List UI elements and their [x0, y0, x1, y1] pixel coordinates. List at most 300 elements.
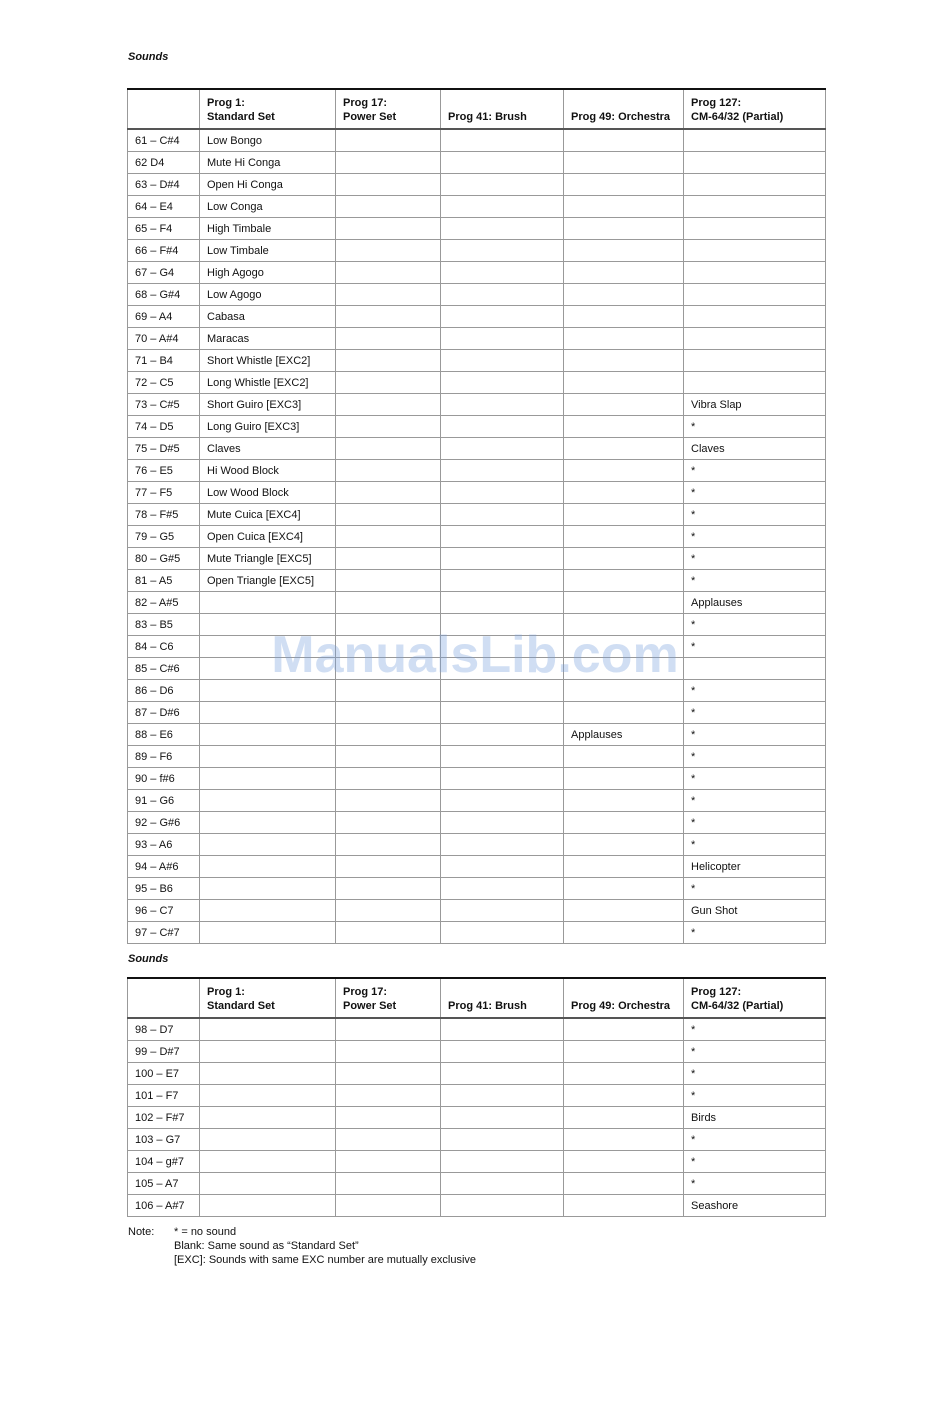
- sound-cell: [564, 878, 684, 900]
- sound-cell: [564, 548, 684, 570]
- note-key-cell: 86 – D6: [128, 680, 200, 702]
- sound-cell: [200, 856, 336, 878]
- note-key-cell: 101 – F7: [128, 1085, 200, 1107]
- sound-cell: [564, 790, 684, 812]
- sound-cell: [684, 152, 826, 174]
- table-row: [128, 438, 826, 460]
- sound-cell: [564, 394, 684, 416]
- sound-cell: [441, 1129, 564, 1151]
- table-row: [128, 460, 826, 482]
- note-key-cell: 90 – f#6: [128, 768, 200, 790]
- sound-cell: [200, 768, 336, 790]
- sound-cell: [441, 218, 564, 240]
- table-row: [128, 658, 826, 680]
- sound-cell: [564, 416, 684, 438]
- sound-cell: [441, 922, 564, 944]
- sound-cell: [564, 1173, 684, 1195]
- sound-cell: [336, 1173, 441, 1195]
- sound-cell: *: [684, 1173, 826, 1195]
- table-row: [128, 1063, 826, 1085]
- note-key-cell: 62 D4: [128, 152, 200, 174]
- sound-cell: [336, 372, 441, 394]
- sound-cell: [441, 878, 564, 900]
- table-row: [128, 1107, 826, 1129]
- sound-cell: Low Agogo: [200, 284, 336, 306]
- sound-cell: [336, 746, 441, 768]
- sound-cell: Applauses: [564, 724, 684, 746]
- sound-cell: [336, 218, 441, 240]
- sound-cell: Open Hi Conga: [200, 174, 336, 196]
- table-row: [128, 680, 826, 702]
- note-key-cell: 72 – C5: [128, 372, 200, 394]
- sound-cell: *: [684, 614, 826, 636]
- note-key-cell: 71 – B4: [128, 350, 200, 372]
- sound-cell: [200, 636, 336, 658]
- sound-cell: [441, 1107, 564, 1129]
- sound-cell: [684, 218, 826, 240]
- sound-cell: *: [684, 746, 826, 768]
- sound-cell: [564, 1195, 684, 1217]
- table-header-row: [128, 978, 826, 1018]
- sound-cell: [684, 372, 826, 394]
- sound-cell: *: [684, 922, 826, 944]
- sound-cell: [200, 1129, 336, 1151]
- note-key-cell: 88 – E6: [128, 724, 200, 746]
- note-key-cell: 77 – F5: [128, 482, 200, 504]
- sound-cell: [564, 372, 684, 394]
- sound-cell: [441, 1018, 564, 1041]
- sound-cell: [684, 328, 826, 350]
- sound-cell: [200, 1107, 336, 1129]
- note-key-cell: 64 – E4: [128, 196, 200, 218]
- sound-cell: [564, 284, 684, 306]
- sound-cell: [200, 900, 336, 922]
- sound-cell: [200, 724, 336, 746]
- sound-cell: [441, 680, 564, 702]
- sound-cell: Mute Triangle [EXC5]: [200, 548, 336, 570]
- sound-cell: Helicopter: [684, 856, 826, 878]
- sound-cell: [441, 306, 564, 328]
- sound-cell: [441, 460, 564, 482]
- sound-cell: [441, 790, 564, 812]
- sound-cell: *: [684, 680, 826, 702]
- sound-cell: Low Wood Block: [200, 482, 336, 504]
- sound-cell: Long Whistle [EXC2]: [200, 372, 336, 394]
- table-row: [128, 152, 826, 174]
- table-row: [128, 1195, 826, 1217]
- sound-cell: [564, 1151, 684, 1173]
- sound-cell: *: [684, 1063, 826, 1085]
- sound-cell: [564, 636, 684, 658]
- note-key-cell: 79 – G5: [128, 526, 200, 548]
- sound-cell: *: [684, 1085, 826, 1107]
- sound-cell: [441, 1151, 564, 1173]
- table-row: [128, 1018, 826, 1041]
- sound-cell: [336, 394, 441, 416]
- table-row: [128, 1173, 826, 1195]
- sound-cell: [564, 1041, 684, 1063]
- table-row: [128, 482, 826, 504]
- table-row: [128, 526, 826, 548]
- table-row: [128, 746, 826, 768]
- sound-cell: [441, 284, 564, 306]
- sound-cell: High Agogo: [200, 262, 336, 284]
- sound-cell: [336, 922, 441, 944]
- sound-cell: *: [684, 1041, 826, 1063]
- sound-cell: [441, 1063, 564, 1085]
- sound-cell: [336, 1018, 441, 1041]
- sound-cell: Applauses: [684, 592, 826, 614]
- table-header-row: [128, 89, 826, 129]
- sound-cell: [441, 482, 564, 504]
- sound-cell: [564, 900, 684, 922]
- sound-cell: [200, 1195, 336, 1217]
- sound-cell: *: [684, 1018, 826, 1041]
- sound-cell: [336, 1151, 441, 1173]
- sound-cell: *: [684, 768, 826, 790]
- sound-cell: [336, 768, 441, 790]
- sound-cell: [441, 658, 564, 680]
- sound-cell: [564, 834, 684, 856]
- note-key-cell: 92 – G#6: [128, 812, 200, 834]
- sound-cell: [441, 526, 564, 548]
- sound-cell: Maracas: [200, 328, 336, 350]
- sound-cell: [564, 1107, 684, 1129]
- sound-cell: [441, 350, 564, 372]
- sound-cell: [564, 922, 684, 944]
- sound-cell: [200, 1085, 336, 1107]
- table-row: [128, 570, 826, 592]
- sound-cell: Open Cuica [EXC4]: [200, 526, 336, 548]
- sound-cell: [564, 1063, 684, 1085]
- sound-cell: [684, 196, 826, 218]
- table-row: [128, 218, 826, 240]
- note-key-cell: 102 – F#7: [128, 1107, 200, 1129]
- sound-cell: [564, 1129, 684, 1151]
- sound-cell: [564, 614, 684, 636]
- note-key-cell: 100 – E7: [128, 1063, 200, 1085]
- sound-cell: [336, 1129, 441, 1151]
- sound-cell: Mute Cuica [EXC4]: [200, 504, 336, 526]
- sound-cell: *: [684, 1129, 826, 1151]
- sound-cell: [200, 680, 336, 702]
- sound-cell: [336, 438, 441, 460]
- note-key-cell: 68 – G#4: [128, 284, 200, 306]
- sound-cell: [336, 328, 441, 350]
- sound-cell: [441, 262, 564, 284]
- sound-cell: [200, 702, 336, 724]
- sound-cell: [564, 129, 684, 152]
- table-row: [128, 900, 826, 922]
- sound-cell: [336, 548, 441, 570]
- note-key-cell: 93 – A6: [128, 834, 200, 856]
- sound-cell: *: [684, 1151, 826, 1173]
- note-key-cell: 106 – A#7: [128, 1195, 200, 1217]
- sound-cell: Claves: [684, 438, 826, 460]
- column-header-3: Prog 41: Brush: [441, 978, 564, 1018]
- sound-cell: Open Triangle [EXC5]: [200, 570, 336, 592]
- sound-cell: [200, 746, 336, 768]
- sound-cell: *: [684, 548, 826, 570]
- sound-cell: [564, 262, 684, 284]
- table-row: [128, 372, 826, 394]
- sound-cell: [684, 174, 826, 196]
- sound-cell: Low Conga: [200, 196, 336, 218]
- sound-cell: [441, 812, 564, 834]
- note-key-cell: 76 – E5: [128, 460, 200, 482]
- sound-cell: [336, 1085, 441, 1107]
- note-key-cell: 83 – B5: [128, 614, 200, 636]
- sound-cell: *: [684, 482, 826, 504]
- table-row: [128, 878, 826, 900]
- sound-cell: [336, 1195, 441, 1217]
- sound-cell: [336, 1041, 441, 1063]
- column-header-5: Prog 127: CM-64/32 (Partial): [684, 89, 826, 129]
- column-header-2: Prog 17: Power Set: [336, 978, 441, 1018]
- sound-cell: Long Guiro [EXC3]: [200, 416, 336, 438]
- note-key-cell: 65 – F4: [128, 218, 200, 240]
- table-row: [128, 328, 826, 350]
- sound-cell: [441, 372, 564, 394]
- sound-cell: [564, 856, 684, 878]
- note-key-cell: 67 – G4: [128, 262, 200, 284]
- sound-cell: [336, 790, 441, 812]
- note-key-cell: 98 – D7: [128, 1018, 200, 1041]
- sound-cell: [200, 790, 336, 812]
- drum-sound-table-1: [127, 88, 826, 944]
- sound-cell: *: [684, 724, 826, 746]
- sound-cell: [200, 878, 336, 900]
- table-row: [128, 129, 826, 152]
- table-row: [128, 262, 826, 284]
- sound-cell: Low Bongo: [200, 129, 336, 152]
- sound-cell: [336, 812, 441, 834]
- footnote-line-blank: Blank: Same sound as “Standard Set”: [174, 1240, 359, 1252]
- sound-cell: [564, 812, 684, 834]
- column-header-1: Prog 1: Standard Set: [200, 978, 336, 1018]
- sound-cell: [200, 834, 336, 856]
- sound-cell: [564, 306, 684, 328]
- sound-cell: [441, 636, 564, 658]
- sound-cell: [684, 658, 826, 680]
- sound-cell: [336, 900, 441, 922]
- column-header-4: Prog 49: Orchestra: [564, 978, 684, 1018]
- sound-cell: [564, 196, 684, 218]
- sound-cell: Gun Shot: [684, 900, 826, 922]
- footnote-line-no-sound: * = no sound: [174, 1226, 237, 1238]
- sound-cell: [336, 1063, 441, 1085]
- table-row: [128, 306, 826, 328]
- note-key-cell: 105 – A7: [128, 1173, 200, 1195]
- sound-cell: [336, 262, 441, 284]
- sound-cell: [441, 900, 564, 922]
- sound-cell: [564, 746, 684, 768]
- sound-cell: [200, 1063, 336, 1085]
- sound-cell: [200, 812, 336, 834]
- sound-cell: [336, 482, 441, 504]
- sound-cell: [336, 702, 441, 724]
- sound-cell: Hi Wood Block: [200, 460, 336, 482]
- sound-cell: *: [684, 790, 826, 812]
- sound-cell: [564, 702, 684, 724]
- sound-cell: Seashore: [684, 1195, 826, 1217]
- note-key-cell: 66 – F#4: [128, 240, 200, 262]
- table-row: [128, 504, 826, 526]
- sound-cell: [441, 394, 564, 416]
- sound-cell: *: [684, 702, 826, 724]
- sound-cell: [336, 636, 441, 658]
- section-title-1: Sounds: [128, 51, 169, 63]
- sound-cell: Short Guiro [EXC3]: [200, 394, 336, 416]
- sound-cell: [564, 328, 684, 350]
- sound-cell: [441, 614, 564, 636]
- sound-cell: [200, 614, 336, 636]
- sound-cell: [441, 1173, 564, 1195]
- footnote-label: Note:: [128, 1226, 155, 1238]
- watermark: ManualsLib.com: [271, 626, 679, 684]
- sound-cell: [441, 240, 564, 262]
- sound-cell: *: [684, 878, 826, 900]
- sound-cell: [684, 306, 826, 328]
- sound-cell: [336, 834, 441, 856]
- note-key-cell: 74 – D5: [128, 416, 200, 438]
- sound-cell: [200, 922, 336, 944]
- sound-cell: [564, 152, 684, 174]
- sound-cell: [441, 1195, 564, 1217]
- sound-cell: [336, 174, 441, 196]
- sound-cell: [441, 129, 564, 152]
- note-key-cell: 82 – A#5: [128, 592, 200, 614]
- table-row: [128, 196, 826, 218]
- note-key-cell: 81 – A5: [128, 570, 200, 592]
- drum-sound-table-2: [127, 977, 826, 1217]
- sound-cell: [336, 306, 441, 328]
- section-title-2: Sounds: [128, 953, 169, 965]
- column-header-5: Prog 127: CM-64/32 (Partial): [684, 978, 826, 1018]
- note-key-cell: 69 – A4: [128, 306, 200, 328]
- sound-cell: [336, 196, 441, 218]
- sound-cell: [336, 856, 441, 878]
- sound-cell: [564, 174, 684, 196]
- table-row: [128, 1041, 826, 1063]
- sound-cell: [441, 592, 564, 614]
- sound-cell: [336, 878, 441, 900]
- table-row: [128, 790, 826, 812]
- note-key-cell: 95 – B6: [128, 878, 200, 900]
- table-row: [128, 1151, 826, 1173]
- note-key-cell: 63 – D#4: [128, 174, 200, 196]
- sound-cell: [684, 350, 826, 372]
- sound-cell: [336, 460, 441, 482]
- sound-cell: [441, 834, 564, 856]
- sound-cell: [441, 438, 564, 460]
- note-key-cell: 104 – g#7: [128, 1151, 200, 1173]
- table-row: [128, 614, 826, 636]
- sound-cell: [441, 746, 564, 768]
- table-row: [128, 548, 826, 570]
- sound-cell: [336, 504, 441, 526]
- table-row: [128, 812, 826, 834]
- table-row: [128, 724, 826, 746]
- sound-cell: [684, 129, 826, 152]
- sound-cell: [336, 416, 441, 438]
- sound-cell: [564, 482, 684, 504]
- column-header-1: Prog 1: Standard Set: [200, 89, 336, 129]
- table-row: [128, 636, 826, 658]
- table-row: [128, 702, 826, 724]
- sound-cell: [564, 460, 684, 482]
- sound-cell: [336, 152, 441, 174]
- note-key-cell: 70 – A#4: [128, 328, 200, 350]
- sound-cell: [441, 856, 564, 878]
- sound-cell: [441, 702, 564, 724]
- note-key-cell: 85 – C#6: [128, 658, 200, 680]
- sound-cell: [200, 1018, 336, 1041]
- sound-cell: [441, 416, 564, 438]
- sound-cell: [684, 284, 826, 306]
- table-row: [128, 1085, 826, 1107]
- sound-cell: *: [684, 812, 826, 834]
- sound-cell: [441, 174, 564, 196]
- sound-cell: [336, 658, 441, 680]
- sound-cell: Vibra Slap: [684, 394, 826, 416]
- footnote-line-exc: [EXC]: Sounds with same EXC number are mutually exclusive: [174, 1254, 477, 1266]
- table-row: [128, 768, 826, 790]
- table-row: [128, 922, 826, 944]
- sound-cell: [336, 680, 441, 702]
- sound-cell: Birds: [684, 1107, 826, 1129]
- sound-cell: [200, 658, 336, 680]
- note-key-cell: 94 – A#6: [128, 856, 200, 878]
- sound-cell: [200, 592, 336, 614]
- sound-cell: [441, 1085, 564, 1107]
- sound-cell: [200, 1151, 336, 1173]
- sound-cell: [564, 570, 684, 592]
- note-key-cell: 78 – F#5: [128, 504, 200, 526]
- table-row: [128, 834, 826, 856]
- sound-cell: [336, 284, 441, 306]
- sound-cell: [441, 504, 564, 526]
- sound-cell: *: [684, 570, 826, 592]
- note-key-cell: 61 – C#4: [128, 129, 200, 152]
- sound-cell: [336, 129, 441, 152]
- column-header-4: Prog 49: Orchestra: [564, 89, 684, 129]
- sound-cell: Mute Hi Conga: [200, 152, 336, 174]
- sound-cell: *: [684, 416, 826, 438]
- note-key-cell: 91 – G6: [128, 790, 200, 812]
- table-row: [128, 856, 826, 878]
- sound-cell: [564, 438, 684, 460]
- note-key-cell: 103 – G7: [128, 1129, 200, 1151]
- sound-cell: [564, 1085, 684, 1107]
- sound-cell: *: [684, 636, 826, 658]
- note-key-cell: 84 – C6: [128, 636, 200, 658]
- sound-cell: [336, 350, 441, 372]
- note-key-cell: 80 – G#5: [128, 548, 200, 570]
- sound-cell: [564, 350, 684, 372]
- table-row: [128, 350, 826, 372]
- sound-cell: [564, 658, 684, 680]
- note-key-cell: 99 – D#7: [128, 1041, 200, 1063]
- note-key-cell: 75 – D#5: [128, 438, 200, 460]
- sound-cell: [441, 724, 564, 746]
- sound-cell: [564, 680, 684, 702]
- sound-cell: Short Whistle [EXC2]: [200, 350, 336, 372]
- footnote-lines: [174, 1225, 476, 1267]
- sound-cell: [564, 218, 684, 240]
- sound-cell: [441, 152, 564, 174]
- sound-cell: [441, 196, 564, 218]
